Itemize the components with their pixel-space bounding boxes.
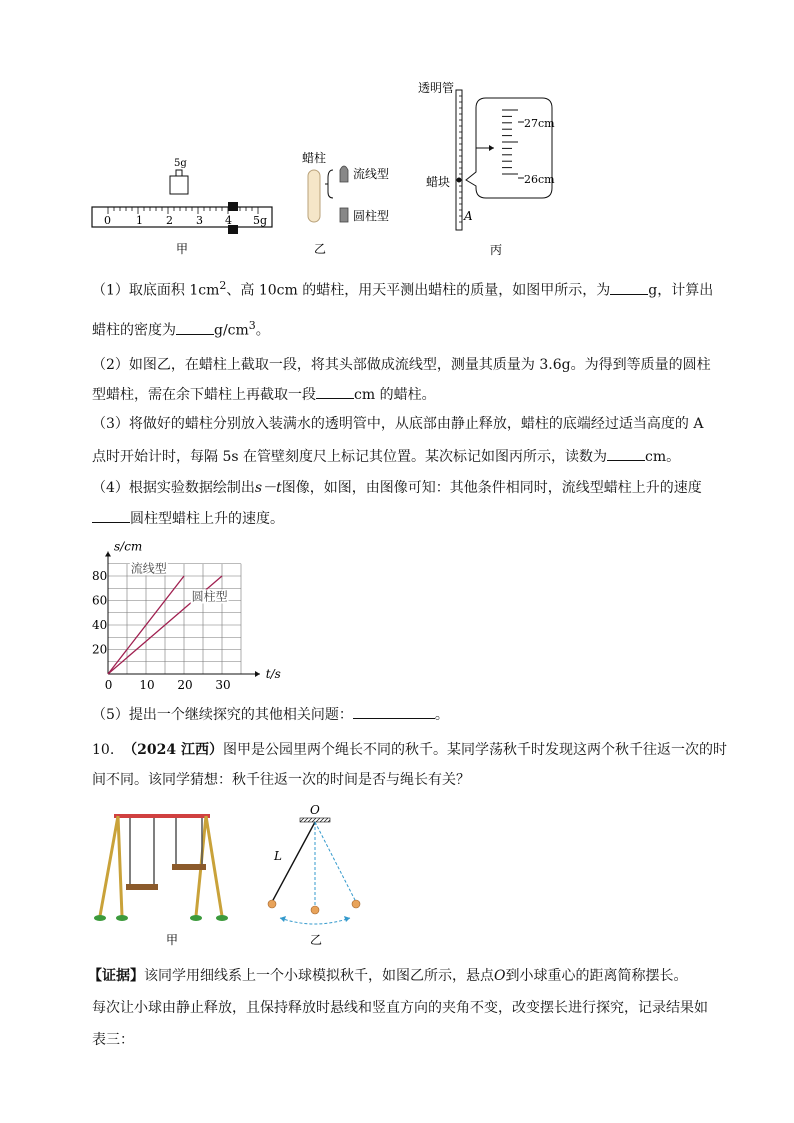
question-4-line-1 — [92, 478, 702, 498]
figure-jia-balance — [88, 150, 278, 260]
q1-end-text: 。 — [255, 322, 270, 339]
q10-source: （2024 江西） — [123, 742, 224, 758]
length-label: L — [274, 849, 282, 863]
scale-label-1: 1 — [136, 214, 143, 227]
streamline-candle-icon — [340, 166, 348, 182]
q4-text-b: 图像，如图，由图像可知：其他条件相同时，流线型蜡柱上升的速度 — [281, 480, 702, 496]
weight-icon — [170, 170, 188, 194]
pivot-label: O — [310, 803, 320, 817]
q10-number: 10. — [92, 742, 115, 758]
evidence-line-2: 每次让小球由静止释放，且保持释放时悬线和竖直方向的夹角不变，改变摆长进行探究，记录结果如 — [92, 1000, 708, 1016]
swing-seat-short — [172, 864, 206, 870]
pendulum-yi-caption: 乙 — [310, 933, 323, 947]
y-tick-label-60: 60 — [92, 593, 108, 608]
q3-reading-blank[interactable] — [607, 446, 645, 461]
pendulum-dashed-lines — [315, 822, 356, 908]
question-2-line-1: （2）如图乙，在蜡柱上截取一段，将其头部做成流线型，测量其质量为 3.6g。为得到等质量的圆柱 — [92, 357, 711, 373]
q1-mass-blank[interactable] — [610, 280, 648, 295]
question-1-line-1 — [92, 276, 713, 301]
brace-icon — [328, 170, 333, 198]
question-1-line-2 — [92, 316, 270, 341]
st-chart — [88, 536, 288, 696]
q1-text-a: （1）取底面积 1cm — [92, 282, 220, 299]
candle-label: 蜡柱 — [302, 151, 327, 165]
scale-bar — [92, 207, 272, 227]
figure-yi-caption: 乙 — [314, 242, 327, 256]
question-3-line-1: （3）将做好的蜡柱分别放入装满水的透明管中，从底部由静止释放，蜡柱的底端经过适当高度的 A — [92, 416, 704, 432]
point-label: A — [464, 209, 473, 223]
q2-length-blank[interactable] — [316, 384, 354, 399]
y-tick-label-40: 40 — [92, 618, 108, 632]
q1-unit-sup: 3 — [248, 319, 256, 332]
evidence-line-3: 表三： — [92, 1032, 134, 1048]
q10-text-a: 图甲是公园里两个绳长不同的秋千。某同学荡秋千时发现这两个秋千往返一次的时 — [223, 742, 728, 758]
question-10-line-1 — [92, 740, 727, 760]
y-tick-label-80: 80 — [92, 569, 108, 583]
swing-long-ropes — [130, 818, 154, 884]
ceiling-hatch — [300, 818, 330, 822]
q1-density-text: 蜡柱的密度为 — [92, 322, 176, 339]
q1-density-blank[interactable] — [176, 320, 214, 335]
x-tick-label-30: 30 — [215, 678, 231, 692]
ball-right — [352, 900, 360, 908]
block-label: 蜡块 — [426, 175, 451, 189]
streamline-label: 流线型 — [353, 167, 390, 181]
weight-label: 5g — [174, 158, 187, 169]
q4-st-text: s－t — [254, 480, 282, 496]
evidence-line-1 — [88, 966, 687, 986]
evidence-text-b: 到小球重心的距离简称摆长。 — [505, 968, 688, 984]
evidence-tag: 【证据】 — [88, 968, 144, 984]
figure-bing-tube — [414, 76, 564, 260]
cylinder-candle-icon — [340, 208, 348, 222]
q3-text-b: cm。 — [645, 449, 681, 465]
swing-jia-caption: 甲 — [166, 933, 179, 947]
q1-unit-text: g/cm — [214, 322, 249, 339]
figure-jia-caption: 甲 — [176, 242, 189, 256]
figure-yi-candles — [298, 148, 408, 260]
scale-label-4: 4 — [225, 214, 232, 227]
mark-27-label: 27cm — [524, 117, 555, 130]
swing-short-ropes — [176, 818, 202, 864]
scale-label-3: 3 — [196, 214, 203, 227]
swing-left-frame — [100, 816, 122, 916]
swing-arc — [280, 918, 350, 924]
question-5 — [92, 704, 449, 725]
question-3-line-2 — [92, 446, 680, 467]
q4-compare-blank[interactable] — [92, 508, 130, 523]
q1-sup: 2 — [219, 279, 227, 292]
scale-label-5: 5g — [253, 214, 268, 227]
question-4-line-2 — [92, 508, 284, 529]
x-tick-label-20: 20 — [177, 678, 193, 692]
tube-label: 透明管 — [418, 81, 455, 95]
q2-text-b: cm 的蜡柱。 — [354, 387, 436, 403]
q1-text-b: 、高 10cm 的蜡柱，用天平测出蜡柱的质量，如图甲所示，为 — [226, 282, 611, 299]
x-tick-label-10: 10 — [139, 678, 155, 692]
wax-block-icon — [457, 178, 462, 183]
q4-text-a: （4）根据实验数据绘制出 — [92, 480, 255, 496]
ball-center — [311, 906, 319, 914]
q3-text-a: 点时开始计时，每隔 5s 在管壁刻度尺上标记其位置。某次标记如图丙所示，读数为 — [92, 449, 607, 465]
pendulum-figure-yi — [252, 802, 362, 950]
swing-figure-jia — [92, 808, 232, 950]
x-axis-arrow — [255, 671, 260, 677]
candle-icon — [308, 170, 320, 222]
y-axis-label: s/cm — [114, 539, 143, 554]
q2-text-a: 型蜡柱，需在余下蜡柱上再截取一段 — [92, 387, 316, 403]
y-tick-label-20: 20 — [92, 642, 108, 657]
series-label-0: 流线型 — [130, 561, 167, 576]
q5-end: 。 — [434, 707, 449, 723]
mark-26-label: 26cm — [524, 173, 555, 186]
swing-top-beam — [114, 814, 210, 818]
question-2-line-2 — [92, 384, 436, 405]
evidence-text-a: 该同学用细线系上一个小球模拟秋千，如图乙所示，悬点 — [144, 968, 494, 984]
series-label-1: 圆柱型 — [191, 589, 228, 604]
ball-left — [268, 900, 276, 908]
scale-label-0: 0 — [104, 214, 111, 227]
evidence-o: O — [494, 968, 506, 984]
scale-label-2: 2 — [166, 214, 173, 227]
swing-seat-long — [126, 884, 158, 890]
cylinder-label: 圆柱型 — [353, 209, 390, 223]
y-axis-arrow — [105, 552, 111, 557]
q1-text-c: g，计算出 — [648, 282, 714, 299]
rider-top — [228, 202, 238, 211]
q4-text-c: 圆柱型蜡柱上升的速度。 — [130, 511, 284, 527]
tube-icon — [456, 90, 462, 230]
question-10-line-2: 间不同。该同学猜想：秋千往返一次的时间是否与绳长有关？ — [92, 772, 470, 788]
x-axis-label: t/s — [265, 667, 281, 681]
q5-answer-blank[interactable] — [353, 704, 435, 719]
x-tick-label-0: 0 — [104, 678, 113, 692]
figure-bing-caption: 丙 — [490, 243, 503, 257]
q5-text: （5）提出一个继续探究的其他相关问题： — [92, 707, 353, 723]
